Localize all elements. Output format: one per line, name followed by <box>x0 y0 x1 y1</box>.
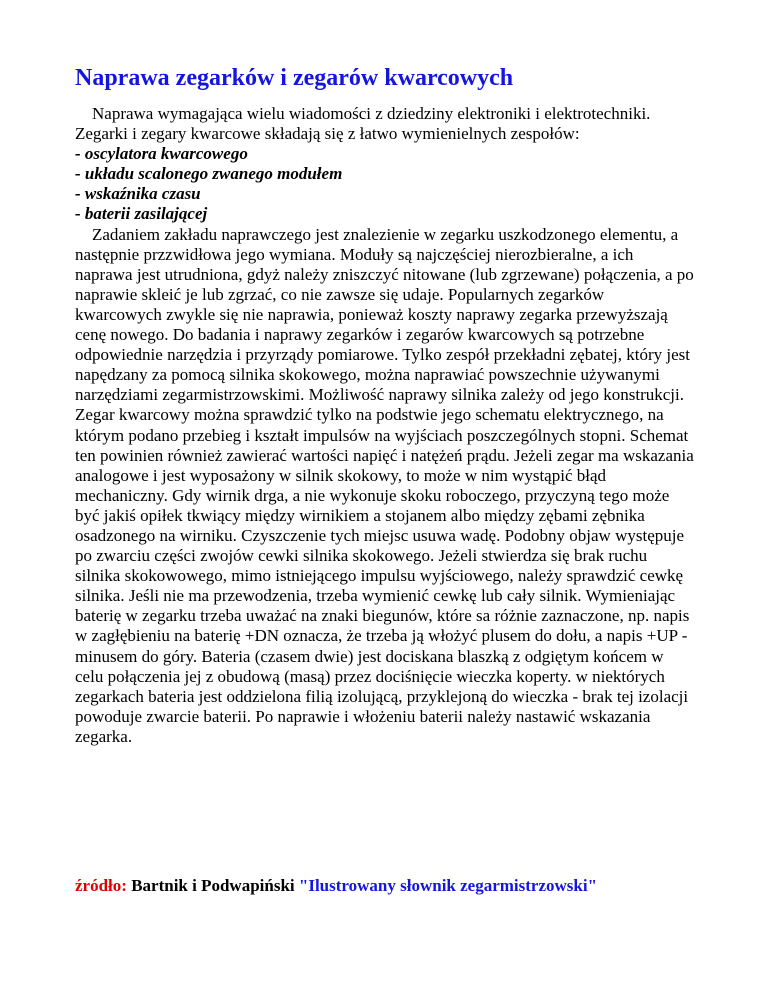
source-authors: Bartnik i Podwapiński <box>126 876 299 895</box>
body-paragraph: Zadaniem zakładu naprawczego jest znalezienie w zegarku uszkodzonego elementu, a następnie przzwidłowa jego wymiana. Moduły są najczęściej nierozbieralne, a ich naprawa jest utrudniona, gdyż należy zniszczyć nitowane (lub zgrzewane) połączenia, a po naprawie skleić je lub zgrzać, co nie zawsze się udaje. Popularnych zegarków kwarcowych zwykle się nie naprawia, ponieważ koszty naprawy zegarka przewyższają cenę nowego. Do badania i naprawy zegarków i zegarów kwarcowych są potrzebne odpowiednie narzędzia i przyrządy pomiarowe. Tylko zespół przekładni zębatej, który jest napędzany za pomocą silnika skokowego, można naprawiać powszechnie używanymi narzędziami zegarmistrzowskimi. Możliwość naprawy silnika zależy od jego konstrukcji. Zegar kwarcowy można sprawdzić tylko na podstwie jego schematu elektrycznego, na którym podano przebieg i kształt impulsów na wyjściach poszczególnych stopni. Schemat ten powinien również zawierać wartości napięć i natężeń prądu. Jeżeli zegar ma wskazania analogowe i jest wyposażony w silnik skokowy, to może w nim wystąpić błąd mechaniczny. Gdy wirnik drga, a nie wykonuje skoku roboczego, przyczyną tego może być jakiś opiłek tkwiący między wirnikiem a stojanem albo między zębami zębnika osadzonego na wirniku. Czyszczenie tych miejsc usuwa wadę. Podobny objaw występuje po zwarciu części zwojów cewki silnika skokowego. Jeżeli stwierdza się brak ruchu silnika skokowowego, mimo istniejącego impulsu wyjściowego, należy sprawdzić cewkę silnika. Jeśli nie ma przewodzenia, trzeba wymienić cewkę lub cały silnik. Wymieniając baterię w zegarku trzeba uważać na znaki biegunów, które sa różnie zaznaczone, np. napis w zagłębieniu na baterię +DN oznacza, że trzeba ją włożyć plusem do dołu, a napis +UP - minusem do góry. Bateria (czasem dwie) jest dociskana blaszką z odgiętym końcem w celu połączenia jej z obudową (masą) przez dociśnięcie wieczka koperty. w niektórych zegarkach bateria jest oddzielona filią izolującą, przyklejoną do wieczka - brak tej izolacji powoduje zwarcie baterii. Po naprawie i włożeniu baterii należy nastawić wskazania zegarka. <box>75 224 694 746</box>
list-item: - układu scalonego zwanego modułem <box>75 164 343 184</box>
source-book-link[interactable]: "Ilustrowany słownik zegarmistrzowski" <box>298 876 598 895</box>
source-citation <box>75 875 597 897</box>
source-label: źródło: <box>75 876 127 895</box>
list-item: - wskaźnika czasu <box>75 184 201 204</box>
list-item: - oscylatora kwarcowego <box>75 144 248 164</box>
page-title: Naprawa zegarków i zegarów kwarcowych <box>75 65 514 91</box>
list-item: - baterii zasilającej <box>75 204 208 224</box>
article <box>75 62 695 747</box>
intro-paragraph: Naprawa wymagająca wielu wiadomości z dziedziny elektroniki i elektrotechniki. Zegarki i zegary kwarcowe składają się z łatwo wymienielnych zespołów: <box>75 104 651 144</box>
article-text <box>75 104 695 747</box>
